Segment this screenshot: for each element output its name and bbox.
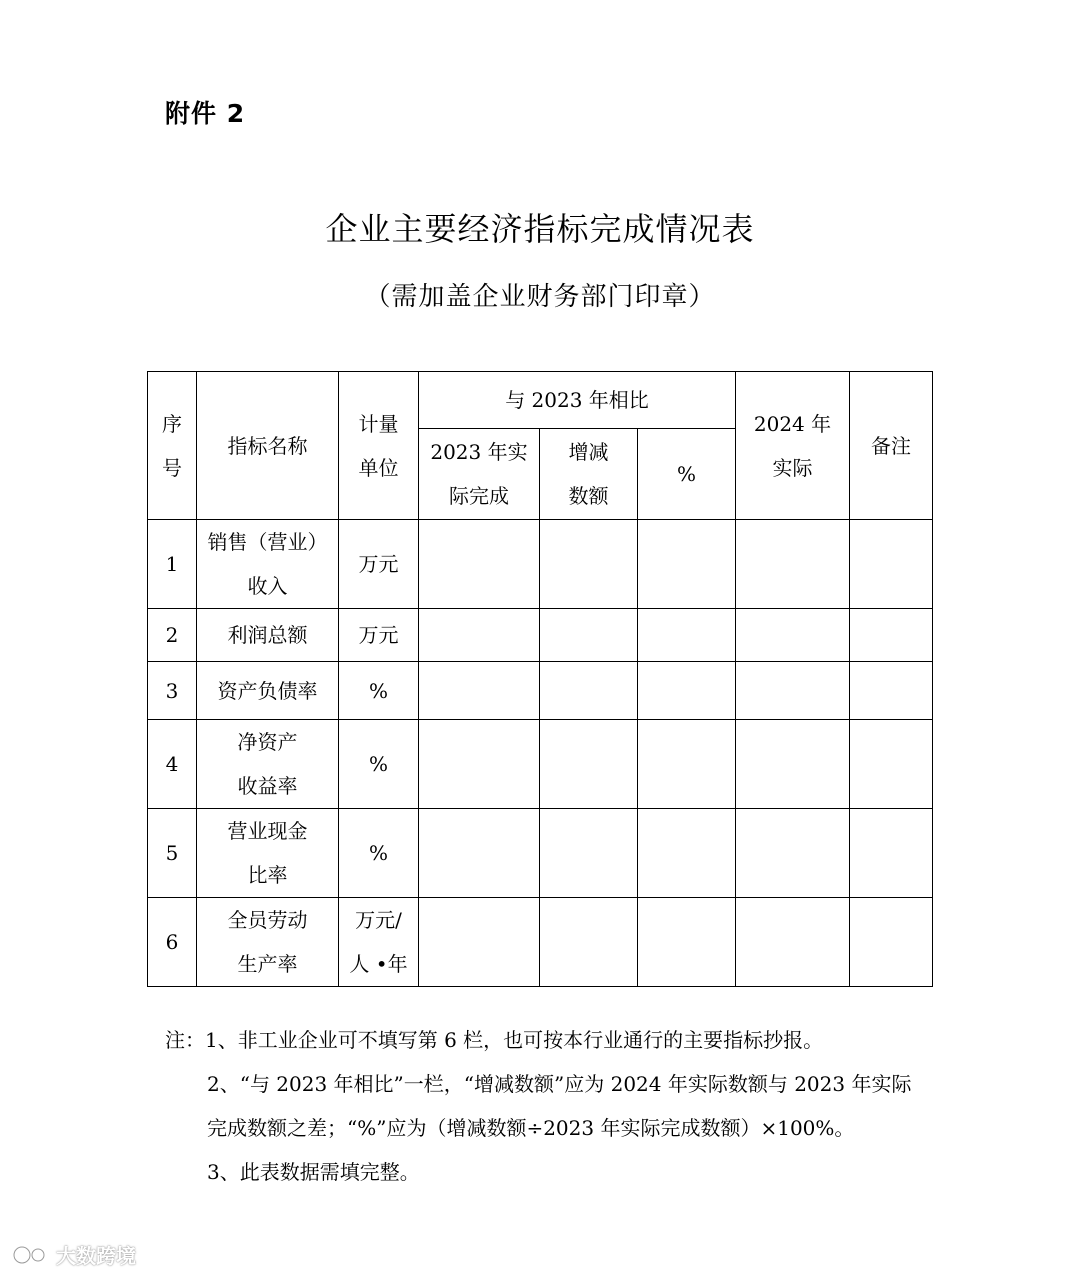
input-cell-remarks[interactable]	[850, 609, 933, 662]
input-cell-percent[interactable]	[638, 609, 736, 662]
input-cell-actual-2024[interactable]	[736, 809, 850, 898]
row-indicator-name: 全员劳动 生产率	[197, 898, 339, 987]
row-seq: 6	[148, 898, 197, 987]
watermark	[10, 1240, 136, 1269]
brand-logo-icon	[10, 1243, 52, 1267]
input-cell-remarks[interactable]	[850, 720, 933, 809]
input-cell-actual-2023[interactable]	[419, 720, 540, 809]
row-seq: 3	[148, 662, 197, 720]
note-2: 2、“与 2023 年相比”一栏，“增减数额”应为 2024 年实际数额与 2023 年实际完成数额之差；“%”应为（增减数额÷2023 年实际完成数额）×100%。	[207, 1072, 912, 1140]
input-cell-actual-2024[interactable]	[736, 662, 850, 720]
row-seq: 2	[148, 609, 197, 662]
document-subtitle: （需加盖企业财务部门印章）	[364, 282, 716, 312]
header-actual-2024: 2024 年 实际	[736, 372, 850, 520]
table-row	[148, 520, 933, 609]
document-title: 企业主要经济指标完成情况表	[325, 210, 755, 248]
row-indicator-name: 净资产 收益率	[197, 720, 339, 809]
row-indicator-name: 资产负债率	[197, 662, 339, 720]
input-cell-actual-2024[interactable]	[736, 520, 850, 609]
header-indicator-name: 指标名称	[197, 372, 339, 520]
attachment-label: 附件 2	[165, 99, 246, 128]
input-cell-percent[interactable]	[638, 720, 736, 809]
input-cell-percent[interactable]	[638, 809, 736, 898]
input-cell-percent[interactable]	[638, 662, 736, 720]
row-indicator-name: 利润总额	[197, 609, 339, 662]
input-cell-actual-2023[interactable]	[419, 898, 540, 987]
row-unit: %	[339, 809, 419, 898]
row-seq: 5	[148, 809, 197, 898]
input-cell-actual-2024[interactable]	[736, 720, 850, 809]
row-seq: 1	[148, 520, 197, 609]
table-row	[148, 662, 933, 720]
header-compare-2023: 与 2023 年相比	[419, 372, 736, 429]
input-cell-change-amount[interactable]	[540, 809, 638, 898]
row-unit: %	[339, 720, 419, 809]
note-3: 3、此表数据需填完整。	[207, 1160, 420, 1184]
input-cell-actual-2024[interactable]	[736, 898, 850, 987]
table-row	[148, 609, 933, 662]
table-row	[148, 720, 933, 809]
input-cell-actual-2023[interactable]	[419, 662, 540, 720]
input-cell-percent[interactable]	[638, 898, 736, 987]
input-cell-actual-2023[interactable]	[419, 609, 540, 662]
header-seq: 序 号	[148, 372, 197, 520]
input-cell-remarks[interactable]	[850, 809, 933, 898]
input-cell-percent[interactable]	[638, 520, 736, 609]
input-cell-change-amount[interactable]	[540, 898, 638, 987]
input-cell-change-amount[interactable]	[540, 662, 638, 720]
header-percent: %	[638, 429, 736, 520]
header-unit: 计量 单位	[339, 372, 419, 520]
input-cell-change-amount[interactable]	[540, 720, 638, 809]
notes	[165, 1018, 925, 1194]
input-cell-change-amount[interactable]	[540, 609, 638, 662]
row-seq: 4	[148, 720, 197, 809]
row-unit: %	[339, 662, 419, 720]
input-cell-remarks[interactable]	[850, 662, 933, 720]
table-row	[148, 898, 933, 987]
input-cell-change-amount[interactable]	[540, 520, 638, 609]
input-cell-actual-2024[interactable]	[736, 609, 850, 662]
note-1: 注：1、非工业企业可不填写第 6 栏，也可按本行业通行的主要指标抄报。	[165, 1028, 824, 1052]
watermark-text: 大数跨境	[56, 1244, 136, 1268]
indicator-table	[147, 371, 933, 987]
input-cell-actual-2023[interactable]	[419, 809, 540, 898]
header-actual-2023: 2023 年实 际完成	[419, 429, 540, 520]
input-cell-remarks[interactable]	[850, 520, 933, 609]
input-cell-remarks[interactable]	[850, 898, 933, 987]
row-unit: 万元/ 人 •年	[339, 898, 419, 987]
row-unit: 万元	[339, 609, 419, 662]
input-cell-actual-2023[interactable]	[419, 520, 540, 609]
row-indicator-name: 营业现金 比率	[197, 809, 339, 898]
header-change-amount: 增减 数额	[540, 429, 638, 520]
row-indicator-name: 销售（营业） 收入	[197, 520, 339, 609]
table-row	[148, 809, 933, 898]
row-unit: 万元	[339, 520, 419, 609]
header-remarks: 备注	[850, 372, 933, 520]
